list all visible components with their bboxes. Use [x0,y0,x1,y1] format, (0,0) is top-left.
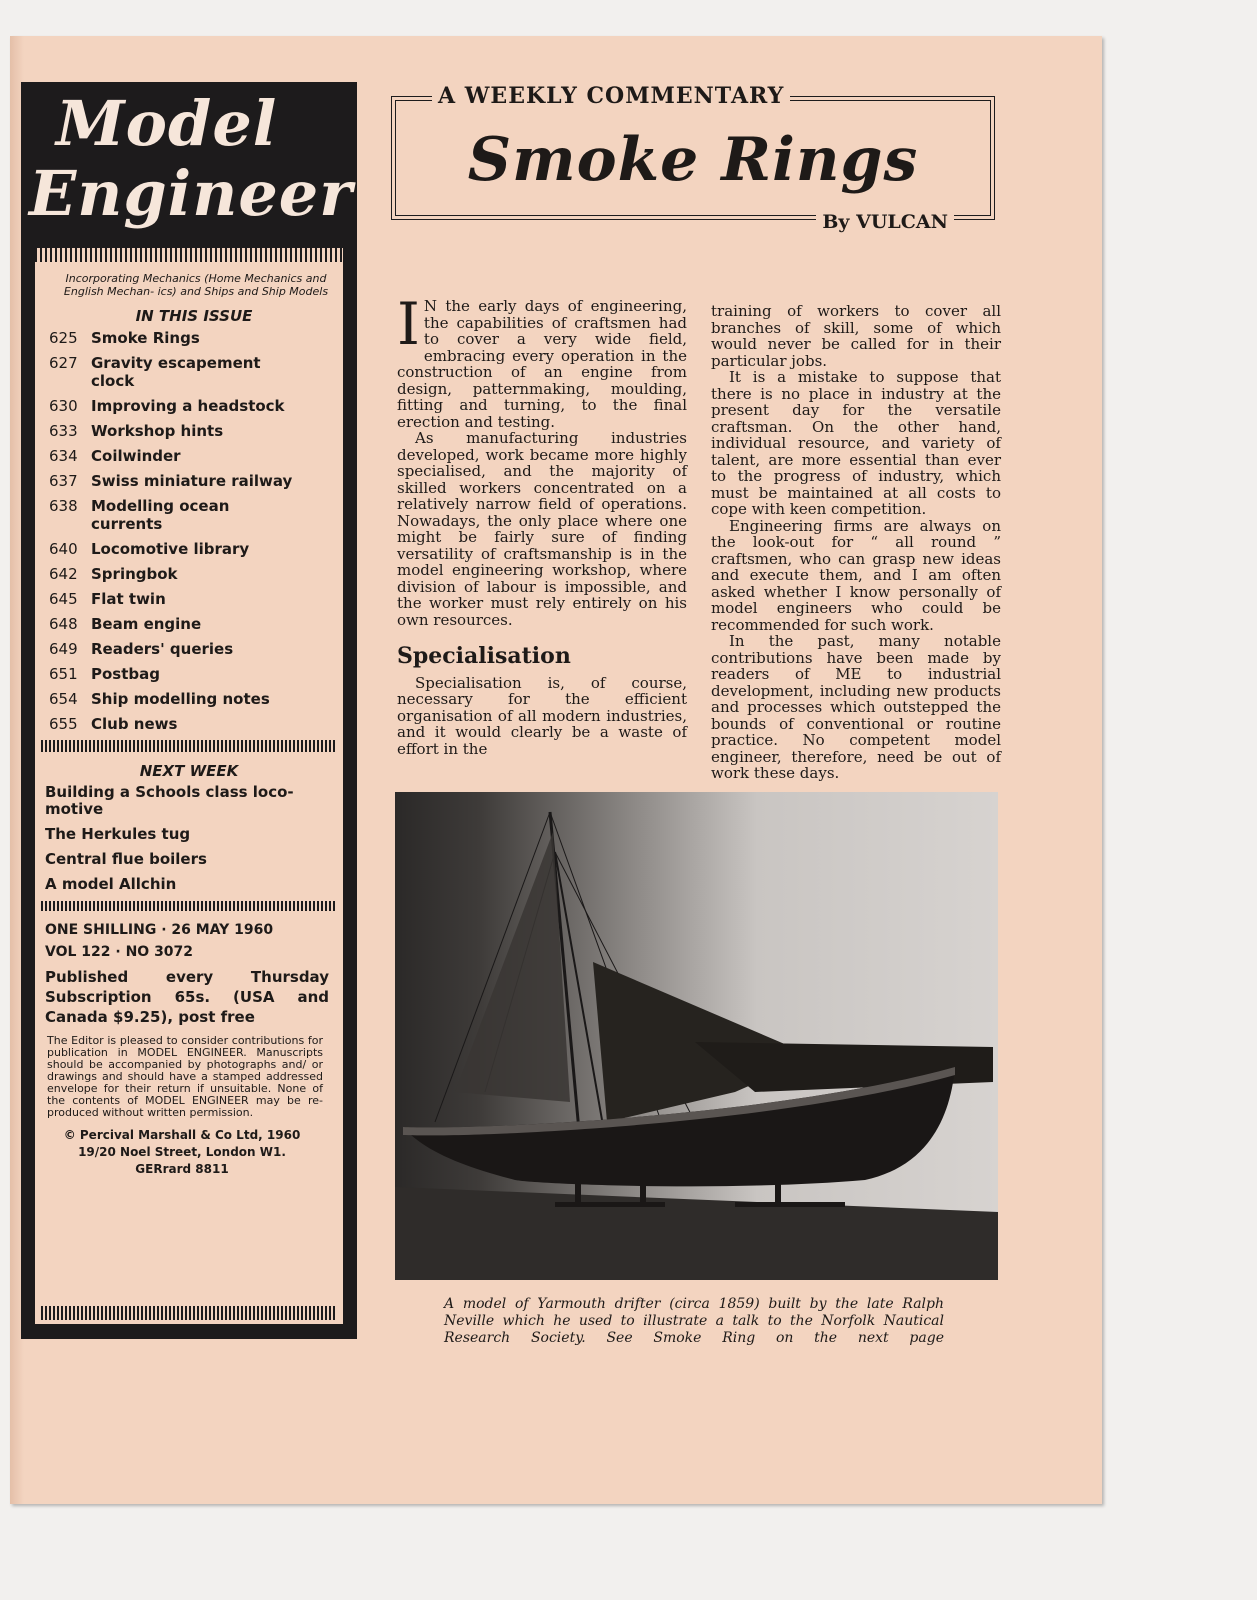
masthead-line-2: Engineer [29,157,353,230]
contents-page-number: 651 [49,665,78,683]
contents-page-number: 625 [49,329,78,347]
hatch-rule-top [35,248,343,262]
contents-title: Postbag [91,665,160,683]
paragraph-3: Specialisation is, of course, necessary for the efficient organisation of all modern industries, and it would clearly be a waste of effort in the [397,673,687,758]
contents-item [49,590,343,608]
sidebar-frame [21,242,357,1339]
contents-item [49,447,343,465]
contents-item [49,690,343,708]
paragraph-2: As manufacturing industries developed, work became more highly specialised, and the majority of skilled workers concentrated on a relatively narrow field of operations. Nowadays, the only place where one might be fairly sure of finding versatility of craftsmanship is in the model engineering workshop, where division of labour is impossible, and the worker must rely entirely on his own resources. [397,429,687,629]
contents-title: Coilwinder [91,447,181,465]
contents-title: Springbok [91,565,178,583]
contents-item [49,615,343,633]
contents-page-number: 638 [49,497,78,515]
contents-item [49,422,343,440]
display-base [395,1187,998,1280]
hatch-rule-mid [41,740,337,752]
paragraph-5: It is a mistake to suppose that there is no place in industry at the present day for the versatile craftsman. On the other hand, individual resource, and variety of talent, are more essential than ever to the progress of industry, which must be maintained at all costs to cope with keen competition. [711,368,1001,518]
contents-item [49,329,343,347]
contents-page-number: 627 [49,354,78,372]
contents-item [49,497,343,533]
paragraph-6: Engineering firms are always on the look-out for “ all round ” craftsmen, who can grasp new ideas and execute them, and I am often asked whether I know personally of model engineers who could be recommended for such work. [711,516,1001,634]
byline: By VULCAN [816,211,954,233]
paragraph-7: In the past, many notable contributions have been made by readers of ME to industrial development, including new products and processes which outstepped the bounds of conventional or routine practice. No competent model engineer, therefore, need be out of work these days. [711,632,1001,782]
hatch-rule-lower [41,901,337,911]
hatch-rule-bottom [41,1306,337,1320]
paragraph-1 [397,290,687,431]
contents-title: Smoke Rings [91,329,200,347]
contents-title: Workshop hints [91,422,224,440]
contents-page-number: 655 [49,715,78,733]
masthead [21,82,357,242]
subscription-info: Published every Thursday Subscription 65s. (USA and Canada $9.25), post free [45,968,329,1026]
contents-item [49,640,343,658]
price-date-line: ONE SHILLING · 26 MAY 1960 [45,922,274,938]
in-this-issue-heading: IN THIS ISSUE [135,307,253,325]
next-week-item: The Herkules tug [45,825,191,843]
next-week-heading: NEXT WEEK [139,762,239,780]
sidebar [35,248,343,1324]
next-week-list [35,784,343,893]
kicker: A WEEKLY COMMENTARY [432,83,790,109]
drifter-model-photo [395,792,998,1280]
contents-item [49,565,343,583]
photo-caption: A model of Yarmouth drifter (circa 1859) built by the late Ralph Neville which he used to illustrate a talk to the Norfolk Nautical Research Society. See Smoke Ring on the next page [444,1296,944,1346]
contents-title: Flat twin [91,590,166,608]
contents-title: Locomotive library [91,540,250,558]
contents-page-number: 634 [49,447,78,465]
incorporating-note: Incorporating Mechanics (Home Mechanics and English Mechan- ics) and Ships and Ship Models [63,272,329,298]
subheading: Specialisation [397,643,571,669]
article-title: Smoke Rings [467,125,919,195]
phone: GERrard 8811 [135,1162,229,1176]
contents-page-number: 648 [49,615,78,633]
next-week-item: A model Allchin [45,875,177,893]
article-column-2 [711,303,1001,782]
contents-item [49,354,343,390]
contents-title: Improving a headstock [91,397,285,415]
contents-item [49,397,343,415]
contents-title: Club news [91,715,178,733]
paragraph-4: training of workers to cover all branches of skill, some of which would never be called for in their particular jobs. [711,302,1001,370]
volume-line: VOL 122 · NO 3072 [45,944,194,960]
mizzen-sail [593,962,815,1122]
contents-title: Readers' queries [91,640,234,658]
contents-page-number: 654 [49,690,78,708]
paragraph-1-text: N the early days of engineering, the capabilities of craftsmen had to cover a very wide field, embracing every operation in the construction of an engine from design, patternmaking, moulding, fitting and turning, to the final erection and testing. [397,297,687,431]
contents-page-number: 645 [49,590,78,608]
drop-cap: I [397,290,420,358]
contents-list [35,329,343,733]
contents-page-number: 633 [49,422,78,440]
contents-item [49,540,343,558]
address: 19/20 Noel Street, London W1. [78,1145,286,1159]
ship-model-illustration [395,792,998,1280]
contents-item [49,472,343,490]
article-column-1 [397,290,687,758]
contents-page-number: 649 [49,640,78,658]
contents-title: Swiss miniature railway [91,472,293,490]
contents-item [49,715,343,733]
contents-page-number: 640 [49,540,78,558]
contents-title: Gravity escapement clock [91,354,261,390]
contents-title: Beam engine [91,615,202,633]
contents-item [49,665,343,683]
contents-title: Ship modelling notes [91,690,270,708]
fore-sail [455,832,570,1102]
contents-page-number: 630 [49,397,78,415]
next-week-item: Building a Schools class loco- motive [45,783,294,818]
contents-page-number: 637 [49,472,78,490]
next-week-item: Central flue boilers [45,850,207,868]
editor-note: The Editor is pleased to consider contributions for publication in MODEL ENGINEER. Manuscripts should be accompanied by photographs and/ or drawings and should have a stamped addressed envelope for their return if unsuitable. None of the contents of MODEL ENGINEER may be re- produced without written permission. [47,1034,323,1119]
contents-page-number: 642 [49,565,78,583]
masthead-line-1: Model [56,87,278,160]
commentary-header [391,83,995,233]
copyright: © Percival Marshall & Co Ltd, 1960 [63,1128,301,1142]
contents-title: Modelling ocean currents [91,497,230,533]
